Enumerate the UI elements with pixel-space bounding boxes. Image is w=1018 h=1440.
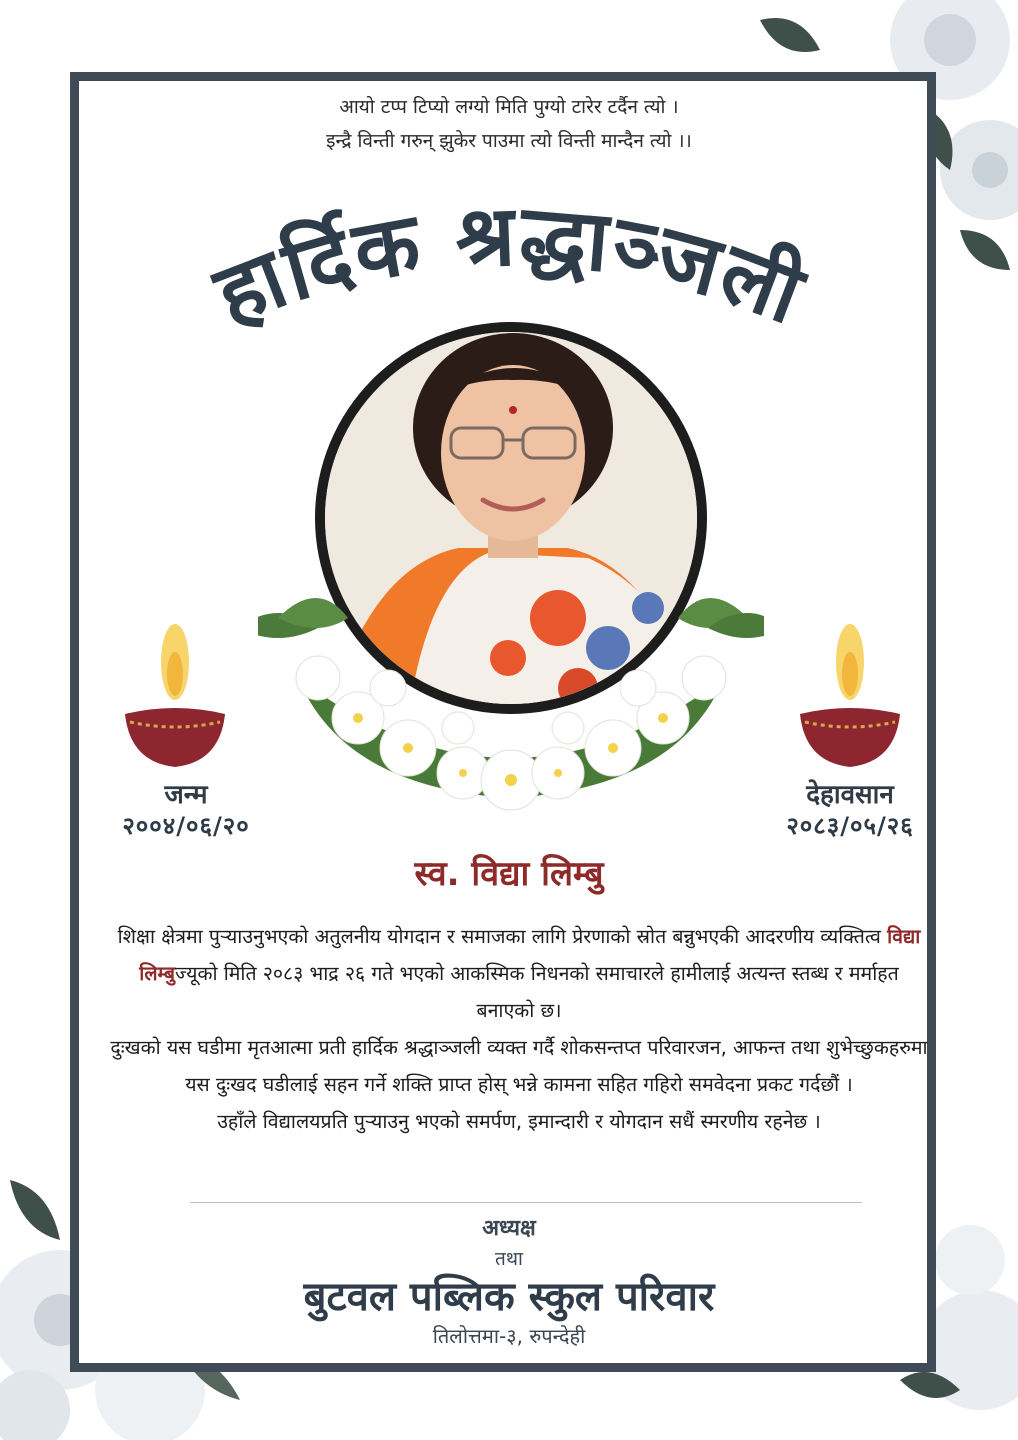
condolence-message xyxy=(108,918,930,1140)
organization-name: बुटवल पब्लिक स्कुल परिवार xyxy=(303,1274,715,1320)
poem-line-1: आयो टप्प टिप्यो लग्यो मिति पुग्यो टारेर टर्दैन त्यो । xyxy=(339,96,679,118)
poem-line-2: इन्द्रै विन्ती गरुन् झुकेर पाउमा त्यो विन्ती मान्दैन त्यो ।। xyxy=(326,130,692,152)
title-text: हार्दिक श्रद्धाञ्जली xyxy=(202,185,818,344)
portrait-with-wreath xyxy=(258,318,764,824)
diya-lamp-icon xyxy=(120,622,230,772)
birth-date: २००४/०६/२० xyxy=(122,812,250,840)
footer-role: अध्यक्ष xyxy=(482,1216,536,1241)
death-date: २०८३/०५/२६ xyxy=(786,812,914,840)
deceased-name: स्व. विद्या लिम्बु xyxy=(414,854,604,894)
birth-block xyxy=(96,780,276,842)
diya-lamp-icon xyxy=(795,622,905,772)
death-block xyxy=(760,780,940,842)
death-label: देहावसान xyxy=(806,780,894,810)
footer-conjunction: तथा xyxy=(495,1248,523,1270)
message-paragraph-3: उहाँले विद्यालयप्रति पुर्‍याउनु भएको समर्पण, इमान्दारी र योगदान सधैं स्मरणीय रहनेछ । xyxy=(217,1110,821,1133)
message-paragraph-2: दुःखको यस घडीमा मृतआत्मा प्रती हार्दिक श्रद्धाञ्जली व्यक्त गर्दै शोकसन्तप्त परिवारजन, आफन्त तथा शुभेच्छुकहरुमा यस दुःखद घडीलाई सहन गर्ने शक्ति प्राप्त होस् भन्ने कामना सहित गहिरो समवेदना प्रकट गर्दछौं । xyxy=(110,1036,928,1096)
organization-address: तिलोत्तमा-३, रुपन्देही xyxy=(432,1324,586,1348)
message-paragraph-1: शिक्षा क्षेत्रमा पुर्‍याउनुभएको अतुलनीय योगदान र समाजका लागि प्रेरणाको स्रोत बन्नुभएकी आदरणीय व्यक्तित्व विद्या लिम्बुज्यूको मिति २०८३ भाद्र २६ गते भएको आकस्मिक निधनको समाचारले हामीलाई अत्यन्त स्तब्ध र मर्माहत बनाएको छ। xyxy=(117,925,921,1022)
birth-label: जन्म xyxy=(164,780,208,810)
message-highlight-name: विद्या लिम्बु xyxy=(139,925,921,985)
footer-divider xyxy=(190,1202,862,1203)
portrait-photo xyxy=(318,328,718,728)
